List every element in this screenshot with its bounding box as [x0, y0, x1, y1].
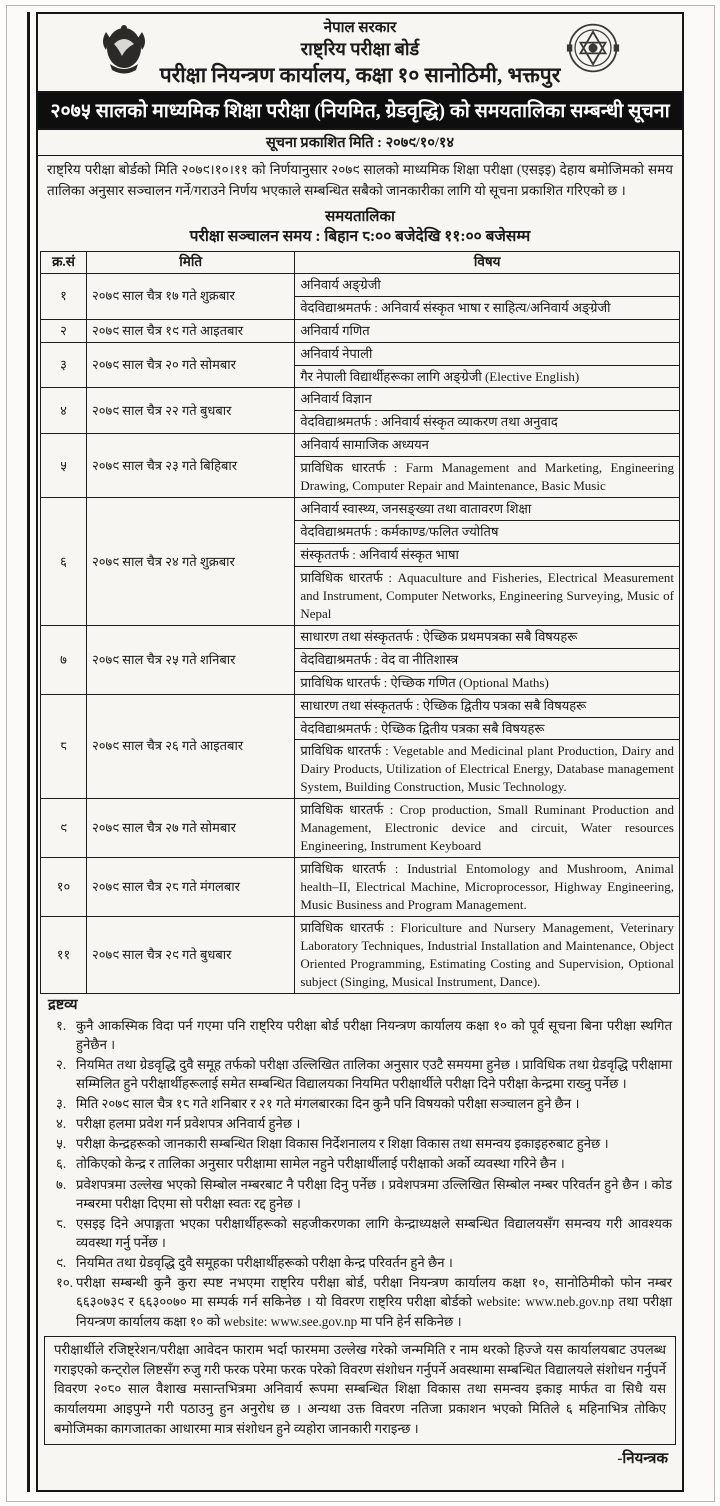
subject-cell: वेदविद्याश्रमतर्फ : वेद वा नीतिशास्त्र	[295, 648, 680, 671]
row-date: २०७९ साल चैत्र २६ गते आइतबार	[87, 694, 295, 799]
intro-paragraph: राष्ट्रिय परीक्षा बोर्डको मिति २०७९।१०।११ को निर्णयानुसार २०७९ सालको माध्यमिक शिक्षा परीक्षा (एसइइ) देहाय बमोजिमको समय तालिका अनुसार सञ्चालन गर्ने/गराउने निर्णय भएकाले सम्बन्धित सबैको जानकारीका लागि यो सूचना प्रकाशित गरिएको छ ।	[47, 162, 673, 198]
note-item	[46, 1253, 674, 1272]
board-emblem-icon	[96, 20, 152, 82]
header-serial: क्र.सं	[41, 252, 87, 274]
subject-cell: अनिवार्य स्वास्थ्य, जनसङ्ख्या तथा वातावरण शिक्षा	[295, 498, 680, 521]
government-title: नेपाल सरकार	[323, 20, 397, 36]
published-date-line: सूचना प्रकाशित मिति : २०७९/१०/१४	[38, 130, 682, 156]
note-item	[46, 1016, 674, 1054]
table-row	[41, 273, 680, 296]
board-title: राष्ट्रिय परीक्षा बोर्ड	[300, 38, 420, 59]
subject-cell: प्राविधिक धारतर्फ : Crop production, Small Ruminant Production and Management, Electronic device and circuit, Water resources Engineering, Instrument Keyboard	[295, 799, 680, 858]
subject-cell: अनिवार्य सामाजिक अध्ययन	[295, 434, 680, 457]
row-serial: ११	[41, 916, 87, 993]
notes-section	[38, 994, 682, 1331]
note-number: ३.	[56, 1096, 67, 1112]
note-text: नियमित तथा ग्रेडवृद्धि दुवै समूह तर्फको परीक्षा उल्लिखित तालिका अनुसार एउटै समयमा हुनेछ । प्राविधिक तथा ग्रेडवृद्धि परीक्षामा सम्मिलित हुने परीक्षार्थीहरूलाई समेत सम्बन्धित विद्यालयका नियमित परीक्षार्थीले परीक्षा दिने परीक्षा केन्द्रमा राख्नु पर्नेछ ।	[76, 1056, 672, 1091]
note-text: एसइइ दिने अपाङ्गता भएका परीक्षार्थीहरूको सहजीकरणका लागि केन्द्राध्यक्षले सम्बन्धित विद्यालयसँग समन्वय गरी आवश्यक व्यवस्था गर्नु पर्नेछ ।	[76, 1215, 672, 1251]
subject-cell: अनिवार्य विज्ञान	[295, 388, 680, 411]
notice-banner-title: २०७५ सालको माध्यमिक शिक्षा परीक्षा (नियमित, ग्रेडवृद्धि) को समयतालिका सम्बन्धी सूचना	[38, 91, 682, 130]
row-serial: ६	[41, 498, 87, 626]
note-text: प्रवेशपत्रमा उल्लेख भएको सिम्बोल नम्बरबाट नै परीक्षा दिनु पर्नेछ । प्रवेशपत्रमा उल्लिखित सिम्बोल नम्बर परिवर्तन हुने छैन । कोड नम्बरमा परीक्षा दिएमा सो परीक्षा स्वतः रद्द हुनेछ ।	[76, 1176, 672, 1211]
row-serial: ४	[41, 388, 87, 434]
note-text: कुनै आकस्मिक विदा पर्न गएमा पनि राष्ट्रिय परीक्षा बोर्ड परीक्षा नियन्त्रण कार्यालय कक्षा १० को पूर्व सूचना बिना परीक्षा स्थगित हुनेछैन ।	[76, 1017, 672, 1052]
subject-cell: अनिवार्य गणित	[295, 319, 680, 342]
note-number: १०.	[56, 1275, 74, 1291]
row-date: २०७९ साल चैत्र २८ गते मंगलबार	[87, 858, 295, 917]
row-serial: ८	[41, 694, 87, 799]
note-number: ६.	[56, 1156, 67, 1172]
table-row	[41, 858, 680, 917]
subject-cell: वेदविद्याश्रमतर्फ : अनिवार्य संस्कृत व्याकरण तथा अनुवाद	[295, 411, 680, 434]
row-date: २०७९ साल चैत्र २९ गते बुधबार	[87, 916, 295, 993]
note-text: परीक्षा सम्बन्धी कुनै कुरा स्पष्ट नभएमा राष्ट्रिय परीक्षा बोर्ड, परीक्षा नियन्त्रण कार्यालय कक्षा १०, सानोठिमीको फोन नम्बर ६६३०७३९ र ६६३००७० मा सम्पर्क गर्न सकिनेछ । यो विवरण राष्ट्रिय परीक्षा बोर्डको website: www.neb.gov.np तथा परीक्षा नियन्त्रण कार्यालय कक्षा १० को website: www.see.gov.np मा पनि हेर्न सकिनेछ ।	[76, 1275, 672, 1329]
table-row	[41, 799, 680, 858]
left-border-rule	[27, 12, 30, 1492]
row-serial: १०	[41, 858, 87, 917]
controller-signature: -नियन्त्रक	[617, 1450, 668, 1467]
table-row	[41, 319, 680, 342]
schedule-title: समयतालिका	[325, 208, 395, 225]
row-date: २०७९ साल चैत्र १९ गते आइतबार	[87, 319, 295, 342]
subject-cell: वेदविद्याश्रमतर्फ : अनिवार्य संस्कृत भाषा र साहित्य/अनिवार्य अङ्ग्रेजी	[295, 296, 680, 319]
row-date: २०७९ साल चैत्र २० गते सोमबार	[87, 342, 295, 388]
row-date: २०७९ साल चैत्र २४ गते शुक्रबार	[87, 498, 295, 626]
note-number: ४.	[56, 1116, 67, 1132]
note-item	[46, 1055, 674, 1093]
masthead	[38, 14, 682, 91]
correction-notice-box: परीक्षार्थीले रजिष्ट्रेशन/परीक्षा आवेदन फाराम भर्दा फारममा उल्लेख गरेको जन्ममिति र नाम थरको हिज्जे यस कार्यालयबाट उपलब्ध गराइएको कन्ट्रोल लिष्टसँग रुजु गरी फरक परेमा फरक परेको विवरण संशोधन गर्नुपर्ने अवस्थामा सम्बन्धित विद्यालयले संशोधन गर्नुपर्ने विवरण २०८० साल वैशाख मसान्तभित्रमा अनिवार्य रूपमा सम्बन्धित शिक्षा विकास तथा समन्वय इकाइ मार्फत वा सिधै यस कार्यालयमा आइपुग्ने गरी पठाउनु हुन अनुरोध छ । अन्यथा उक्त विवरण नतिजा प्रकाशन भएको मितिले ६ महिनाभित्र तोकिए बमोजिमका कागजातका आधारमा मात्र संशोधन हुने व्यहोरा जानकारी गराइन्छ ।	[44, 1336, 676, 1445]
row-date: २०७९ साल चैत्र २५ गते शनिबार	[87, 625, 295, 694]
subject-cell: वेदविद्याश्रमतर्फ : कर्मकाण्ड/फलित ज्योतिष	[295, 521, 680, 544]
note-text: नियमित तथा ग्रेडवृद्धि दुवै समूहका परीक्षार्थीहरूको परीक्षा केन्द्र परिवर्तन हुने छैन ।	[76, 1255, 453, 1271]
note-number: ८.	[56, 1215, 67, 1231]
subject-cell: साधारण तथा संस्कृततर्फ : ऐच्छिक प्रथमपत्रका सबै विषयहरू	[295, 625, 680, 648]
notes-title: द्रष्टव्य	[48, 996, 78, 1013]
subject-cell: प्राविधिक धारतर्फ : Farm Management and Marketing, Engineering Drawing, Computer Repair and Maintenance, Basic Music	[295, 457, 680, 498]
subject-cell: साधारण तथा संस्कृततर्फ : ऐच्छिक द्वितीय पत्रका सबै विषयहरू	[295, 694, 680, 717]
note-item	[46, 1134, 674, 1153]
subject-cell: अनिवार्य नेपाली	[295, 342, 680, 365]
table-row	[41, 388, 680, 411]
note-item	[46, 1154, 674, 1173]
row-serial: २	[41, 319, 87, 342]
subject-cell: प्राविधिक धारतर्फ : Floriculture and Nursery Management, Veterinary Laboratory Techniques, Industrial Installation and Maintenance, Object Oriented Programming, Estimating Costing and Supervision, Optional subject (Singing, Musical Instrument, Dance).	[295, 916, 680, 993]
row-date: २०७९ साल चैत्र २३ गते बिहिबार	[87, 434, 295, 498]
subject-cell: प्राविधिक धारतर्फ : Vegetable and Medicinal plant Production, Dairy and Dairy Products, Utilization of Electrical Energy, Database management System, Building Construction, Music Technology.	[295, 740, 680, 799]
note-item	[46, 1214, 674, 1252]
row-serial: ५	[41, 434, 87, 498]
note-number: १.	[56, 1017, 67, 1033]
subject-cell: प्राविधिक धारतर्फ : Aquaculture and Fisheries, Electrical Measurement and Instrument, Computer Networks, Engineering Surveying, Music of Nepal	[295, 566, 680, 625]
row-serial: ९	[41, 799, 87, 858]
row-date: २०७९ साल चैत्र २२ गते बुधबार	[87, 388, 295, 434]
row-serial: १	[41, 273, 87, 319]
note-number: ९.	[56, 1255, 67, 1271]
subject-cell: अनिवार्य अङ्ग्रेजी	[295, 273, 680, 296]
note-text: तोकिएको केन्द्र र तालिका अनुसार परीक्षामा सामेल नहुने परीक्षार्थीलाई परीक्षाको अर्को व्यवस्था गरिने छैन ।	[76, 1156, 565, 1172]
note-item	[46, 1273, 674, 1330]
table-row	[41, 916, 680, 993]
subject-cell: प्राविधिक धारतर्फ : Industrial Entomology and Mushroom, Animal health–II, Electrical Machine, Microprocessor, Highway Engineering, Music Business and Program Management.	[295, 858, 680, 917]
subject-cell: वेदविद्याश्रमतर्फ : ऐच्छिक द्वितीय पत्रका सबै विषयहरू	[295, 717, 680, 740]
row-date: २०७९ साल चैत्र २७ गते सोमबार	[87, 799, 295, 858]
exam-schedule-table	[40, 251, 680, 994]
table-row	[41, 342, 680, 365]
note-item	[46, 1094, 674, 1113]
note-text: मिति २०७९ साल चैत्र १८ गते शनिबार र २१ गते मंगलबारका दिन कुनै पनि विषयको परीक्षा सञ्चालन हुने छैन ।	[76, 1096, 580, 1112]
table-row	[41, 434, 680, 457]
table-row	[41, 625, 680, 648]
row-date: २०७९ साल चैत्र १७ गते शुक्रबार	[87, 273, 295, 319]
note-number: २.	[56, 1056, 67, 1072]
note-number: ५.	[56, 1136, 67, 1152]
exam-time-line: परीक्षा सञ्चालन समय : बिहान ८:०० बजेदेखि ११:०० बजेसम्म	[189, 228, 531, 246]
note-text: परीक्षा केन्द्रहरूको जानकारी सम्बन्धित शिक्षा विकास निर्देशनालय र शिक्षा विकास तथा समन्वय इकाइहरुबाट हुनेछ ।	[76, 1136, 609, 1152]
table-row	[41, 694, 680, 717]
notice-content-box	[36, 12, 684, 1492]
row-serial: ७	[41, 625, 87, 694]
table-header-row	[41, 252, 680, 274]
table-row	[41, 498, 680, 521]
header-date: मिति	[87, 252, 295, 274]
row-serial: ३	[41, 342, 87, 388]
note-item	[46, 1114, 674, 1133]
header-subject: विषय	[295, 252, 680, 274]
note-item	[46, 1175, 674, 1213]
office-title: परीक्षा नियन्त्रण कार्यालय, कक्षा १० सानोठिमी, भक्तपुर	[159, 63, 561, 88]
office-seal-icon	[566, 20, 620, 80]
subject-cell: गैर नेपाली विद्यार्थीहरूका लागि अङ्ग्रेजी (Elective English)	[295, 365, 680, 388]
subject-cell: संस्कृततर्फ : अनिवार्य संस्कृत भाषा	[295, 544, 680, 567]
note-text: परीक्षा हलमा प्रवेश गर्न प्रवेशपत्र अनिवार्य हुनेछ ।	[76, 1116, 301, 1132]
subject-cell: प्राविधिक धारतर्फ : ऐच्छिक गणित (Optional Maths)	[295, 671, 680, 694]
note-number: ७.	[56, 1176, 67, 1192]
